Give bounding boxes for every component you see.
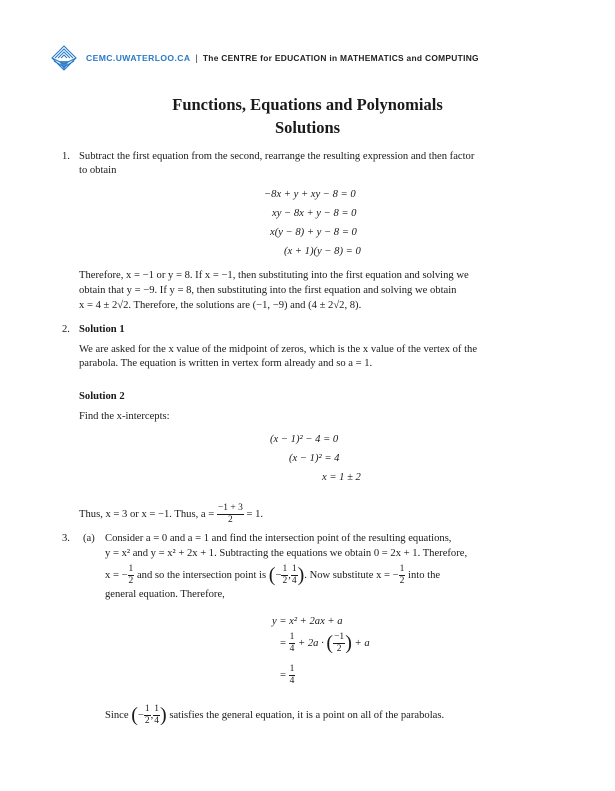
- q3-eq2-close-paren: ): [345, 632, 352, 654]
- q3-half-fraction-2: [399, 564, 406, 587]
- q2-equation-3: x = 1 ± 2: [322, 472, 361, 483]
- q3-open-paren: (: [268, 564, 276, 586]
- q1-number: 1.: [62, 151, 70, 162]
- q2-solution1-line1: We are asked for the x value of the midpoint of zeros, which is the x value of the vertex of the: [79, 344, 478, 355]
- q3-eq2-inner-den: 2: [336, 644, 342, 654]
- q3-eq2-inner-num: −1: [334, 632, 345, 642]
- q3-eq2-end: + a: [354, 637, 370, 649]
- q3-since-open-paren: (: [131, 704, 138, 726]
- q1-conclusion-line3: x = 4 ± 2√2. Therefore, the solutions are (−1, −9) and (4 ± 2√2, 8).: [79, 300, 362, 311]
- q3-since-suffix: satisfies the general equation, it is a point on all of the parabolas.: [169, 709, 445, 721]
- q2-solution1-line2: parabola. The equation is written in vertex form already and so a = 1.: [79, 358, 373, 369]
- q3-eq2-open-paren: (: [326, 632, 334, 654]
- q3-since-x-fraction: [144, 704, 151, 727]
- q2-solution2-label: Solution 2: [79, 391, 125, 402]
- q3-point-comma: ,: [288, 569, 291, 581]
- page-subtitle: Solutions: [274, 118, 341, 137]
- q3-equation-1: y = x² + 2ax + a: [272, 616, 343, 627]
- q3-number: 3.: [62, 533, 70, 544]
- q1-conclusion-line2: obtain that y = −9. If y = 8, then substituting into the first equation and solving we obtain: [79, 285, 457, 296]
- q1-equation-1: −8x + y + xy − 8 = 0: [264, 189, 356, 200]
- q1-equation-3: x(y − 8) + y − 8 = 0: [270, 227, 357, 238]
- q3-since-comma: ,: [150, 709, 154, 721]
- q3-line1: Consider a = 0 and a = 1 and find the intersection point of the resulting equations,: [105, 533, 452, 544]
- q3-line3: [105, 564, 440, 587]
- q3-point-x-den: 2: [282, 576, 288, 586]
- q3-since-x-num: 1: [144, 704, 150, 714]
- q3-eq2-quarter-den: 4: [289, 644, 295, 654]
- q3-eq3-quarter-num: 1: [289, 664, 295, 674]
- q3-half-den-2: 2: [399, 576, 405, 586]
- q3-point-y-num: 1: [291, 564, 297, 574]
- q3-line3-c: . Now substitute x = −: [304, 569, 399, 581]
- q3-part-label: (a): [83, 533, 95, 544]
- q3-eq3-quarter: [289, 664, 296, 687]
- q1-intro-line2: to obtain: [79, 165, 117, 176]
- q3-eq3-equals: =: [280, 669, 286, 681]
- q2-number: 2.: [62, 324, 70, 335]
- q1-equation-2: xy − 8x + y − 8 = 0: [272, 208, 357, 219]
- q3-half-fraction-1: [128, 564, 135, 587]
- q2-thus-fraction: [217, 503, 244, 526]
- q3-equation-3: [280, 664, 295, 687]
- q3-since-y-fraction: [150, 704, 160, 727]
- q3-since-y-den: 4: [154, 716, 160, 726]
- q3-close-paren: ): [297, 564, 305, 586]
- q3-line3-b: and so the intersection point is: [136, 569, 267, 581]
- q3-eq2-quarter-num: 1: [289, 632, 295, 642]
- q3-line3-d: into the: [408, 569, 441, 581]
- q1-intro-line1: Subtract the first equation from the second, rearrange the resulting expression and then factor: [79, 151, 475, 162]
- q3-eq2-equals: =: [280, 637, 286, 649]
- site-header: [50, 43, 570, 73]
- q2-thus-suffix: = 1.: [246, 508, 264, 520]
- q1-conclusion-line1: Therefore, x = −1 or y = 8. If x = −1, then substituting into the first equation and solving we: [79, 270, 469, 281]
- q3-line3-a: x = −: [105, 569, 128, 581]
- q2-thus-fraction-den: 2: [228, 515, 233, 525]
- q2-thus-prefix: Thus, x = 3 or x = −1. Thus, a =: [79, 508, 215, 520]
- cemc-logo-icon: [50, 44, 78, 72]
- q3-point-y-den: 4: [291, 576, 297, 586]
- org-title: CENTRE for EDUCATION in MATHEMATICS and COMPUTING: [221, 53, 479, 63]
- q3-point-minus: −: [275, 569, 282, 581]
- q3-eq3-quarter-den: 4: [289, 676, 295, 686]
- q3-since-y-num: 1: [154, 704, 160, 714]
- q3-since-line: [105, 704, 444, 727]
- q3-half-den-1: 2: [128, 576, 134, 586]
- q2-solution2-intro: Find the x-intercepts:: [79, 411, 170, 422]
- q2-thus-fraction-num: −1 + 3: [217, 503, 243, 513]
- q3-since-x-den: 2: [144, 716, 150, 726]
- q2-equation-1: (x − 1)² − 4 = 0: [270, 434, 339, 445]
- q3-point-x-num: 1: [282, 564, 288, 574]
- q3-since-close-paren: ): [160, 704, 167, 726]
- q3-point-y-fraction: [291, 564, 298, 587]
- q3-line2: y = x² and y = x² + 2x + 1. Subtracting the equations we obtain 0 = 2x + 1. Therefore,: [105, 548, 468, 559]
- q2-solution1-label: Solution 1: [79, 324, 125, 335]
- q3-eq2-inner-fraction: [333, 632, 345, 655]
- q3-half-num-2: 1: [399, 564, 405, 574]
- org-name: [203, 53, 479, 63]
- q3-since-minus: −: [137, 709, 144, 721]
- q3-equation-2: [280, 632, 370, 655]
- q2-equation-2: (x − 1)² = 4: [289, 453, 340, 464]
- brand-link[interactable]: CEMC.UWATERLOO.CA: [86, 53, 191, 63]
- org-prefix: The: [202, 53, 219, 63]
- page-title: Functions, Equations and Polynomials: [172, 95, 443, 114]
- q3-line4: general equation. Therefore,: [105, 589, 225, 600]
- q1-equation-4: (x + 1)(y − 8) = 0: [284, 246, 361, 257]
- header-separator: |: [195, 53, 198, 63]
- q2-thus-line: [79, 503, 263, 526]
- q3-since-prefix: Since: [105, 709, 129, 721]
- q3-eq2-mid: + 2a ·: [298, 637, 324, 649]
- q3-half-num-1: 1: [128, 564, 134, 574]
- q3-eq2-quarter: [289, 632, 296, 655]
